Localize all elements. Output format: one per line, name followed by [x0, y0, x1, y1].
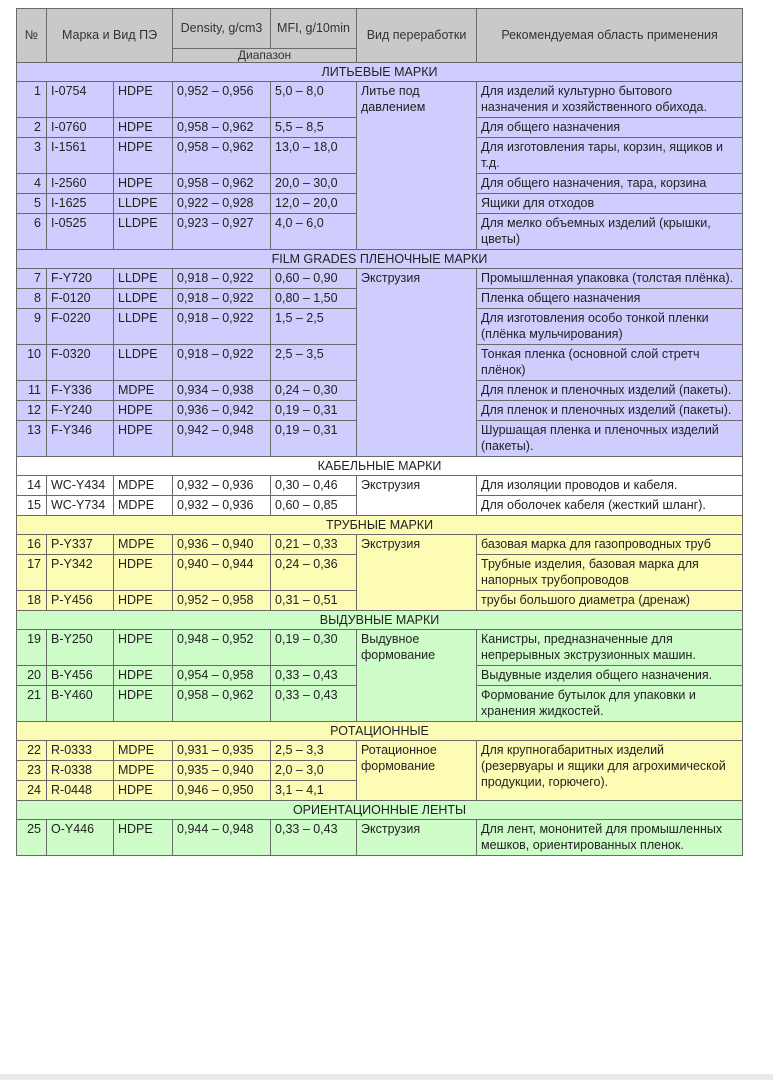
application-area: Ящики для отходов: [477, 194, 743, 214]
section-header-row: [17, 722, 743, 741]
density-range: 0,954 – 0,958: [173, 666, 271, 686]
density-range: 0,958 – 0,962: [173, 174, 271, 194]
grade-name: P-Y342: [47, 555, 114, 591]
pe-type: LLDPE: [114, 214, 173, 250]
pe-type: HDPE: [114, 820, 173, 856]
mfi-range: 3,1 – 4,1: [271, 781, 357, 801]
application-area: Пленка общего назначения: [477, 289, 743, 309]
grade-name: B-Y460: [47, 686, 114, 722]
section-header-row: [17, 516, 743, 535]
grade-name: I-1625: [47, 194, 114, 214]
section-title: ЛИТЬЕВЫЕ МАРКИ: [17, 63, 743, 82]
row-number: 7: [17, 269, 47, 289]
density-range: 0,958 – 0,962: [173, 138, 271, 174]
mfi-range: 2,5 – 3,3: [271, 741, 357, 761]
section-header-row: [17, 801, 743, 820]
grade-name: B-Y250: [47, 630, 114, 666]
application-area: Для мелко объемных изделий (крышки, цветы): [477, 214, 743, 250]
mfi-range: 0,60 – 0,90: [271, 269, 357, 289]
table-row: [17, 820, 743, 856]
pe-type: HDPE: [114, 686, 173, 722]
grade-name: F-Y336: [47, 381, 114, 401]
pe-type: HDPE: [114, 781, 173, 801]
pe-type: HDPE: [114, 401, 173, 421]
section-title: РОТАЦИОННЫЕ: [17, 722, 743, 741]
header-grade-type: Марка и Вид ПЭ: [47, 9, 173, 63]
section-header-row: [17, 611, 743, 630]
row-number: 22: [17, 741, 47, 761]
application-area: Шуршащая пленка и пленочных изделий (пакеты).: [477, 421, 743, 457]
density-range: 0,942 – 0,948: [173, 421, 271, 457]
row-number: 5: [17, 194, 47, 214]
density-range: 0,918 – 0,922: [173, 309, 271, 345]
pe-type: MDPE: [114, 381, 173, 401]
mfi-range: 2,0 – 3,0: [271, 761, 357, 781]
density-range: 0,932 – 0,936: [173, 476, 271, 496]
grade-name: P-Y337: [47, 535, 114, 555]
row-number: 19: [17, 630, 47, 666]
application-area: Для оболочек кабеля (жесткий шланг).: [477, 496, 743, 516]
row-number: 4: [17, 174, 47, 194]
mfi-range: 1,5 – 2,5: [271, 309, 357, 345]
density-range: 0,936 – 0,940: [173, 535, 271, 555]
section-header-row: [17, 457, 743, 476]
pe-type: HDPE: [114, 555, 173, 591]
mfi-range: 0,80 – 1,50: [271, 289, 357, 309]
mfi-range: 0,33 – 0,43: [271, 686, 357, 722]
table-row: [17, 82, 743, 118]
density-range: 0,931 – 0,935: [173, 741, 271, 761]
application-area: Для изготовления тары, корзин, ящиков и т.д.: [477, 138, 743, 174]
row-number: 16: [17, 535, 47, 555]
bottom-strip: [0, 1074, 773, 1080]
section-title: ТРУБНЫЕ МАРКИ: [17, 516, 743, 535]
application-area: базовая марка для газопроводных труб: [477, 535, 743, 555]
grade-name: B-Y456: [47, 666, 114, 686]
row-number: 23: [17, 761, 47, 781]
pe-type: HDPE: [114, 666, 173, 686]
row-number: 3: [17, 138, 47, 174]
table-row: [17, 535, 743, 555]
grade-name: R-0338: [47, 761, 114, 781]
table-row: [17, 630, 743, 666]
mfi-range: 0,19 – 0,31: [271, 421, 357, 457]
pe-type: HDPE: [114, 630, 173, 666]
pe-type: MDPE: [114, 761, 173, 781]
mfi-range: 0,19 – 0,30: [271, 630, 357, 666]
mfi-range: 20,0 – 30,0: [271, 174, 357, 194]
application-area: Тонкая пленка (основной слой стретч плёнок): [477, 345, 743, 381]
grade-name: F-Y720: [47, 269, 114, 289]
pe-type: LLDPE: [114, 269, 173, 289]
processing-method: Экструзия: [357, 535, 477, 611]
density-range: 0,936 – 0,942: [173, 401, 271, 421]
row-number: 8: [17, 289, 47, 309]
application-area: Для общего назначения, тара, корзина: [477, 174, 743, 194]
section-header-row: [17, 250, 743, 269]
mfi-range: 2,5 – 3,5: [271, 345, 357, 381]
pe-type: LLDPE: [114, 309, 173, 345]
mfi-range: 0,19 – 0,31: [271, 401, 357, 421]
row-number: 17: [17, 555, 47, 591]
mfi-range: 0,24 – 0,30: [271, 381, 357, 401]
application-area: Канистры, предназначенные для непрерывных экструзионных машин.: [477, 630, 743, 666]
density-range: 0,922 – 0,928: [173, 194, 271, 214]
row-number: 14: [17, 476, 47, 496]
row-number: 12: [17, 401, 47, 421]
table-row: [17, 741, 743, 761]
row-number: 11: [17, 381, 47, 401]
header-processing: Вид переработки: [357, 9, 477, 63]
grade-name: F-Y240: [47, 401, 114, 421]
density-range: 0,952 – 0,958: [173, 591, 271, 611]
section-title: КАБЕЛЬНЫЕ МАРКИ: [17, 457, 743, 476]
row-number: 20: [17, 666, 47, 686]
density-range: 0,935 – 0,940: [173, 761, 271, 781]
row-number: 25: [17, 820, 47, 856]
pe-type: LLDPE: [114, 345, 173, 381]
mfi-range: 13,0 – 18,0: [271, 138, 357, 174]
mfi-range: 0,60 – 0,85: [271, 496, 357, 516]
grade-name: F-0320: [47, 345, 114, 381]
pe-type: HDPE: [114, 174, 173, 194]
density-range: 0,958 – 0,962: [173, 118, 271, 138]
pe-type: HDPE: [114, 118, 173, 138]
density-range: 0,940 – 0,944: [173, 555, 271, 591]
header-range: Диапазон: [173, 49, 357, 63]
mfi-range: 0,33 – 0,43: [271, 666, 357, 686]
processing-method: Экструзия: [357, 476, 477, 516]
grade-name: WC-Y734: [47, 496, 114, 516]
pe-type: MDPE: [114, 496, 173, 516]
grade-name: I-1561: [47, 138, 114, 174]
mfi-range: 4,0 – 6,0: [271, 214, 357, 250]
application-area: Для общего назначения: [477, 118, 743, 138]
application-area: Для изделий культурно бытового назначения и хозяйственного обихода.: [477, 82, 743, 118]
mfi-range: 0,31 – 0,51: [271, 591, 357, 611]
section-title: ОРИЕНТАЦИОННЫЕ ЛЕНТЫ: [17, 801, 743, 820]
header-row: [17, 9, 743, 49]
processing-method: Экструзия: [357, 820, 477, 856]
mfi-range: 5,5 – 8,5: [271, 118, 357, 138]
table-row: [17, 476, 743, 496]
grade-name: I-0525: [47, 214, 114, 250]
pe-type: MDPE: [114, 741, 173, 761]
pe-type: LLDPE: [114, 194, 173, 214]
pe-type: HDPE: [114, 138, 173, 174]
mfi-range: 0,33 – 0,43: [271, 820, 357, 856]
grade-name: P-Y456: [47, 591, 114, 611]
application-area: Трубные изделия, базовая марка для напорных трубопроводов: [477, 555, 743, 591]
grade-name: WC-Y434: [47, 476, 114, 496]
mfi-range: 12,0 – 20,0: [271, 194, 357, 214]
mfi-range: 0,30 – 0,46: [271, 476, 357, 496]
section-header-row: [17, 63, 743, 82]
processing-method: Ротационное формование: [357, 741, 477, 801]
application-area: трубы большого диаметра (дренаж): [477, 591, 743, 611]
pe-type: HDPE: [114, 421, 173, 457]
grade-name: F-Y346: [47, 421, 114, 457]
mfi-range: 0,21 – 0,33: [271, 535, 357, 555]
application-area: Для изоляции проводов и кабеля.: [477, 476, 743, 496]
header-num: №: [17, 9, 47, 63]
pe-type: LLDPE: [114, 289, 173, 309]
row-number: 6: [17, 214, 47, 250]
application-area: Для пленок и пленочных изделий (пакеты).: [477, 401, 743, 421]
row-number: 10: [17, 345, 47, 381]
grade-name: F-0120: [47, 289, 114, 309]
density-range: 0,948 – 0,952: [173, 630, 271, 666]
mfi-range: 0,24 – 0,36: [271, 555, 357, 591]
density-range: 0,944 – 0,948: [173, 820, 271, 856]
density-range: 0,918 – 0,922: [173, 345, 271, 381]
table-container: [16, 8, 742, 856]
application-area: Для крупногабаритных изделий (резервуары и ящики для агрохимической продукции, горючего).: [477, 741, 743, 801]
mfi-range: 5,0 – 8,0: [271, 82, 357, 118]
application-area: Для пленок и пленочных изделий (пакеты).: [477, 381, 743, 401]
table-body: [17, 63, 743, 856]
section-title: FILM GRADES ПЛЕНОЧНЫЕ МАРКИ: [17, 250, 743, 269]
pe-grades-table: [16, 8, 743, 856]
application-area: Для изготовления особо тонкой пленки (плёнка мульчирования): [477, 309, 743, 345]
header-application: Рекомендуемая область применения: [477, 9, 743, 63]
density-range: 0,934 – 0,938: [173, 381, 271, 401]
row-number: 9: [17, 309, 47, 345]
pe-type: MDPE: [114, 476, 173, 496]
processing-method: Выдувное формование: [357, 630, 477, 722]
density-range: 0,932 – 0,936: [173, 496, 271, 516]
grade-name: O-Y446: [47, 820, 114, 856]
application-area: Промышленная упаковка (толстая плёнка).: [477, 269, 743, 289]
application-area: Для лент, мононитей для промышленных мешков, ориентированных пленок.: [477, 820, 743, 856]
density-range: 0,952 – 0,956: [173, 82, 271, 118]
grade-name: R-0448: [47, 781, 114, 801]
pe-type: HDPE: [114, 82, 173, 118]
row-number: 24: [17, 781, 47, 801]
grade-name: I-2560: [47, 174, 114, 194]
density-range: 0,946 – 0,950: [173, 781, 271, 801]
processing-method: Литье под давлением: [357, 82, 477, 250]
pe-type: HDPE: [114, 591, 173, 611]
processing-method: Экструзия: [357, 269, 477, 457]
row-number: 15: [17, 496, 47, 516]
application-area: Формование бутылок для упаковки и хранения жидкостей.: [477, 686, 743, 722]
grade-name: I-0754: [47, 82, 114, 118]
grade-name: R-0333: [47, 741, 114, 761]
row-number: 2: [17, 118, 47, 138]
table-row: [17, 269, 743, 289]
header-mfi: MFI, g/10min: [271, 9, 357, 49]
grade-name: I-0760: [47, 118, 114, 138]
grade-name: F-0220: [47, 309, 114, 345]
row-number: 13: [17, 421, 47, 457]
row-number: 18: [17, 591, 47, 611]
density-range: 0,923 – 0,927: [173, 214, 271, 250]
density-range: 0,918 – 0,922: [173, 269, 271, 289]
density-range: 0,958 – 0,962: [173, 686, 271, 722]
density-range: 0,918 – 0,922: [173, 289, 271, 309]
section-title: ВЫДУВНЫЕ МАРКИ: [17, 611, 743, 630]
pe-type: MDPE: [114, 535, 173, 555]
application-area: Выдувные изделия общего назначения.: [477, 666, 743, 686]
header-density: Density, g/cm3: [173, 9, 271, 49]
row-number: 1: [17, 82, 47, 118]
row-number: 21: [17, 686, 47, 722]
